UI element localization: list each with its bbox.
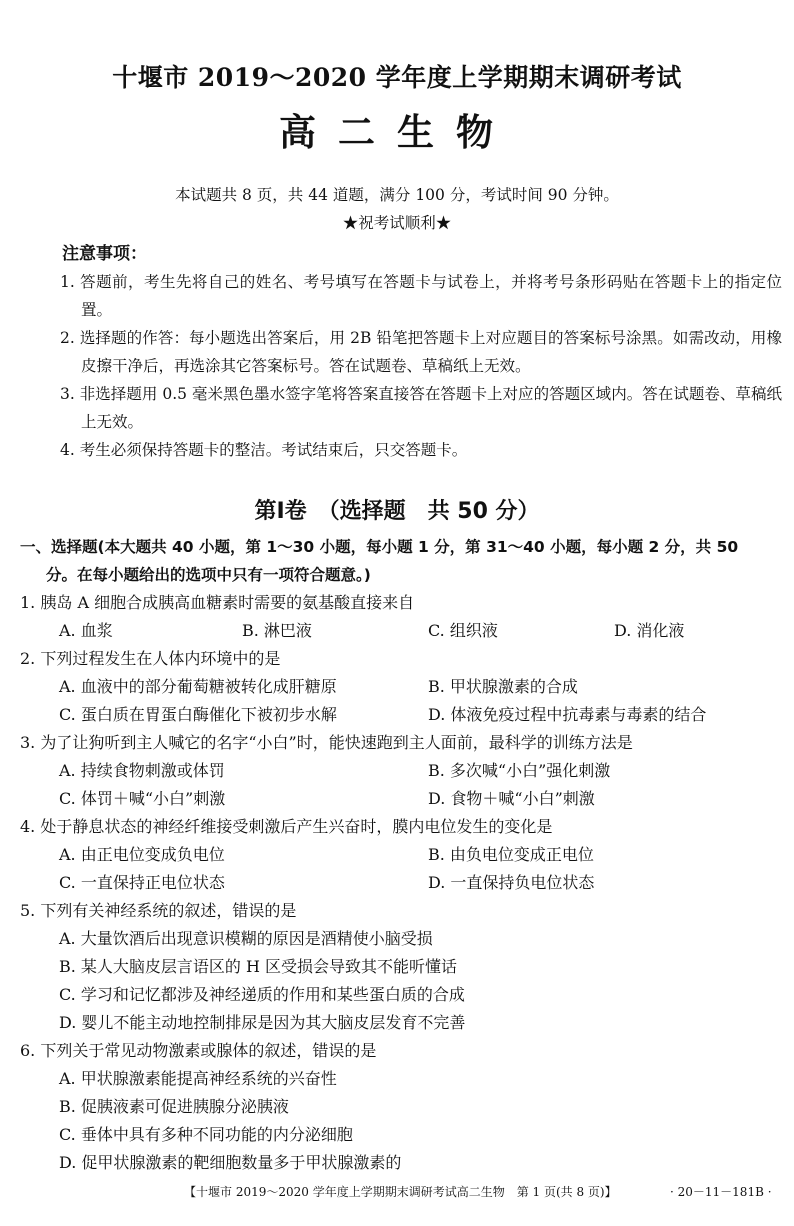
options-row [20,617,780,645]
options-row [20,785,780,813]
footer-code: · 20－11－181B · [670,1185,772,1199]
question-stem: 6. 下列关于常见动物激素或腺体的叙述，错误的是 [20,1041,377,1060]
option-a: A. 大量饮酒后出现意识模糊的原因是酒精使小脑受损 [59,929,433,948]
option-b: B. 甲状腺激素的合成 [428,677,578,696]
question-1 [20,589,780,645]
options-row [20,757,780,785]
part-instructions-line2: 分。在每小题给出的选项中只有一项符合题意。) [46,566,371,584]
part-instructions [20,533,778,589]
option-d: D. 婴儿不能主动地控制排尿是因为其大脑皮层发育不完善 [59,1013,466,1032]
section-heading: 第Ⅰ卷 （选择题 共 50 分） [254,499,540,524]
option-a: A. 甲状腺激素能提高神经系统的兴奋性 [59,1069,337,1088]
option-d: D. 体液免疫过程中抗毒素与毒素的结合 [428,705,707,724]
option-c: C. 一直保持正电位状态 [59,873,225,892]
option-c: C. 蛋白质在胃蛋白酶催化下被初步水解 [59,705,337,724]
part-instructions-line1: 一、选择题(本大题共 40 小题，第 1～30 小题，每小题 1 分，第 31～40 小题，每小题 2 分，共 50 [20,538,739,556]
option-a: A. 持续食物刺激或体罚 [59,761,225,780]
option-d: D. 促甲状腺激素的靶细胞数量多于甲状腺激素的 [59,1153,402,1172]
option-c: C. 学习和记忆都涉及神经递质的作用和某些蛋白质的合成 [59,985,465,1004]
question-stem: 2. 下列过程发生在人体内环境中的是 [20,649,281,668]
page-footer: 【十堰市 2019～2020 学年度上学期期末调研考试高二生物 第 1 页(共 8 页)】 [184,1185,617,1199]
options-row [20,841,780,869]
exam-title: 十堰市 2019～2020 学年度上学期期末调研考试 [112,63,682,92]
options-row [20,701,780,729]
question-4 [20,813,780,897]
options-row [20,673,780,701]
options-row [20,869,780,897]
option-b: B. 促胰液素可促进胰腺分泌胰液 [59,1097,289,1116]
question-stem: 5. 下列有关神经系统的叙述，错误的是 [20,901,297,920]
question-stem: 4. 处于静息状态的神经纤维接受刺激后产生兴奋时，膜内电位发生的变化是 [20,817,553,836]
option-c: C. 垂体中具有多种不同功能的内分泌细胞 [59,1125,353,1144]
option-c: C. 组织液 [428,621,498,640]
notice-heading: 注意事项： [62,244,147,264]
question-6 [20,1037,780,1177]
option-d: D. 食物＋喊“小白”刺激 [428,789,595,808]
notice-item: 4. 考生必须保持答题卡的整洁。考试结束后，只交答题卡。 [60,441,468,459]
notice-item: 1. 答题前，考生先将自己的姓名、考号填写在答题卡与试卷上，并将考号条形码贴在答题卡上的指定位置。 [60,273,782,319]
option-b: B. 某人大脑皮层言语区的 H 区受损会导致其不能听懂话 [59,957,458,976]
option-b: B. 由负电位变成正电位 [428,845,594,864]
question-3 [20,729,780,813]
option-d: D. 一直保持负电位状态 [428,873,595,892]
exam-info: 本试题共 8 页，共 44 道题，满分 100 分，考试时间 90 分钟。 [175,186,619,204]
option-d: D. 消化液 [614,621,685,640]
question-2 [20,645,780,729]
option-a: A. 由正电位变成负电位 [59,845,225,864]
good-luck-line: ★祝考试顺利★ [342,214,452,232]
exam-subject: 高二生物 [279,110,515,154]
notice-item: 2. 选择题的作答：每小题选出答案后，用 2B 铅笔把答题卡上对应题目的答案标号涂黑。如需改动，用橡皮擦干净后，再选涂其它答案标号。答在试题卷、草稿纸上无效。 [60,329,782,375]
question-5 [20,897,780,1037]
option-a: A. 血浆 [59,621,113,640]
option-c: C. 体罚＋喊“小白”刺激 [59,789,226,808]
question-stem: 1. 胰岛 A 细胞合成胰高血糖素时需要的氨基酸直接来自 [20,593,415,612]
notice-item: 3. 非选择题用 0.5 毫米黑色墨水签字笔将答案直接答在答题卡上对应的答题区域内。答在试题卷、草稿纸上无效。 [60,385,782,431]
question-stem: 3. 为了让狗听到主人喊它的名字“小白”时，能快速跑到主人面前，最科学的训练方法是 [20,733,633,752]
option-a: A. 血液中的部分葡萄糖被转化成肝糖原 [59,677,337,696]
option-b: B. 多次喊“小白”强化刺激 [428,761,611,780]
option-b: B. 淋巴液 [242,621,312,640]
